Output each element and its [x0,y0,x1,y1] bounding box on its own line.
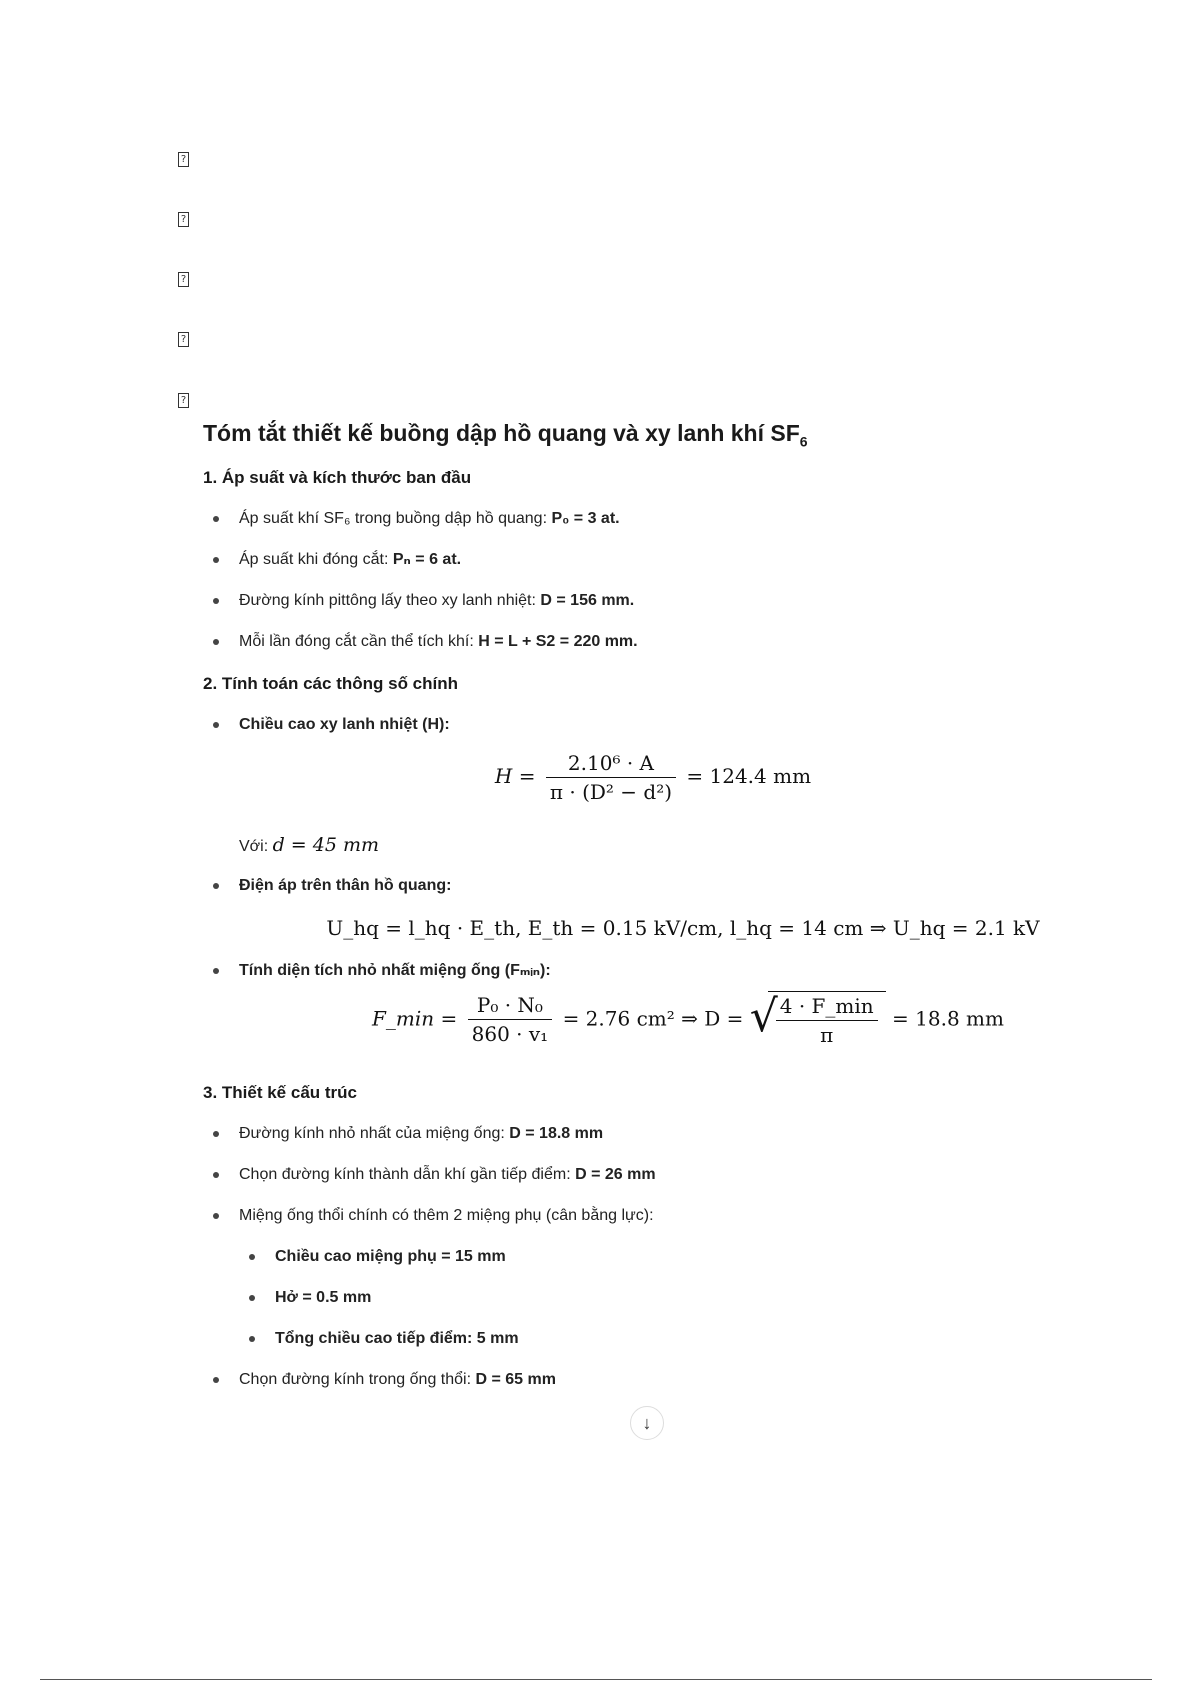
list-item: Chọn đường kính trong ống thổi: D = 65 mm [203,1359,1103,1400]
section-heading: 2. Tính toán các thông số chính [203,673,459,693]
missing-glyph-icon: ? [178,212,189,227]
formula-arc-voltage: U_hq = l_hq · E_th, E_th = 0.15 kV/cm, l_hq = 14 cm ⇒ U_hq = 2.1 kV [326,915,1040,940]
section-heading: 3. Thiết kế cấu trúc [203,1082,357,1102]
section-structure [203,1083,1103,1400]
document-body [203,420,1103,1412]
list-item: Đường kính pittông lấy theo xy lanh nhiệt: D = 156 mm. [203,580,1103,621]
list-item: Miệng ống thổi chính có thêm 2 miệng phụ (cân bằng lực): [203,1195,1103,1236]
list-item: Mỗi lần đóng cắt cần thể tích khí: H = L + S2 = 220 mm. [203,621,1103,662]
formula-cylinder-height: H = $\frac{\text{2.10⁶ · A}}{\text{π · (D² − d²)}}$ = 124.4 mm [494,750,812,804]
list-item: Áp suất khí SF₆ trong buồng dập hồ quang: P₀ = 3 at. [203,498,1103,539]
missing-glyph-icon: ? [178,332,189,347]
list-item: Chọn đường kính thành dẫn khí gần tiếp điểm: D = 26 mm [203,1154,1103,1195]
page-title: Tóm tắt thiết kế buồng dập hồ quang và xy lanh khí $SF_6$ [203,420,808,450]
section-initial [203,468,1103,662]
list-item: Đường kính nhỏ nhất của miệng ống: D = 18.8 mm [203,1113,1103,1154]
with-note: Với: d = 45 mm [239,833,380,856]
sub-list-item: Tổng chiều cao tiếp điểm: 5 mm [203,1318,1103,1359]
missing-glyph-icon: ? [178,152,189,167]
list-item: Áp suất khi đóng cắt: Pₙ = 6 at. [203,539,1103,580]
list-item: Chiều cao xy lanh nhiệt (H): [203,704,1103,745]
sub-list-item: Chiều cao miệng phụ = 15 mm [203,1236,1103,1277]
section-calculation [203,674,1103,1071]
scroll-down-button[interactable] [630,1406,664,1440]
formula-min-area: F_min = $\frac{\text{P₀ · N₀}}{\text{860 · v₁}}$ = 2.76 cm² ⇒ D = √ $\frac{4 \cdot F\_\min}{\pi}$ = 18.8 mm [372,990,1004,1047]
arrow-down-icon: ↓ [642,1413,652,1433]
list-item: Điện áp trên thân hồ quang: [203,865,1103,906]
list-item: Tính diện tích nhỏ nhất miệng ống (Fₘᵢₙ): [203,950,1103,991]
page-bottom-rule [40,1679,1152,1680]
section-heading: 1. Áp suất và kích thước ban đầu [203,467,472,487]
missing-glyph-icon: ? [178,393,189,408]
missing-glyph-icon: ? [178,272,189,287]
sub-list-item: Hở = 0.5 mm [203,1277,1103,1318]
